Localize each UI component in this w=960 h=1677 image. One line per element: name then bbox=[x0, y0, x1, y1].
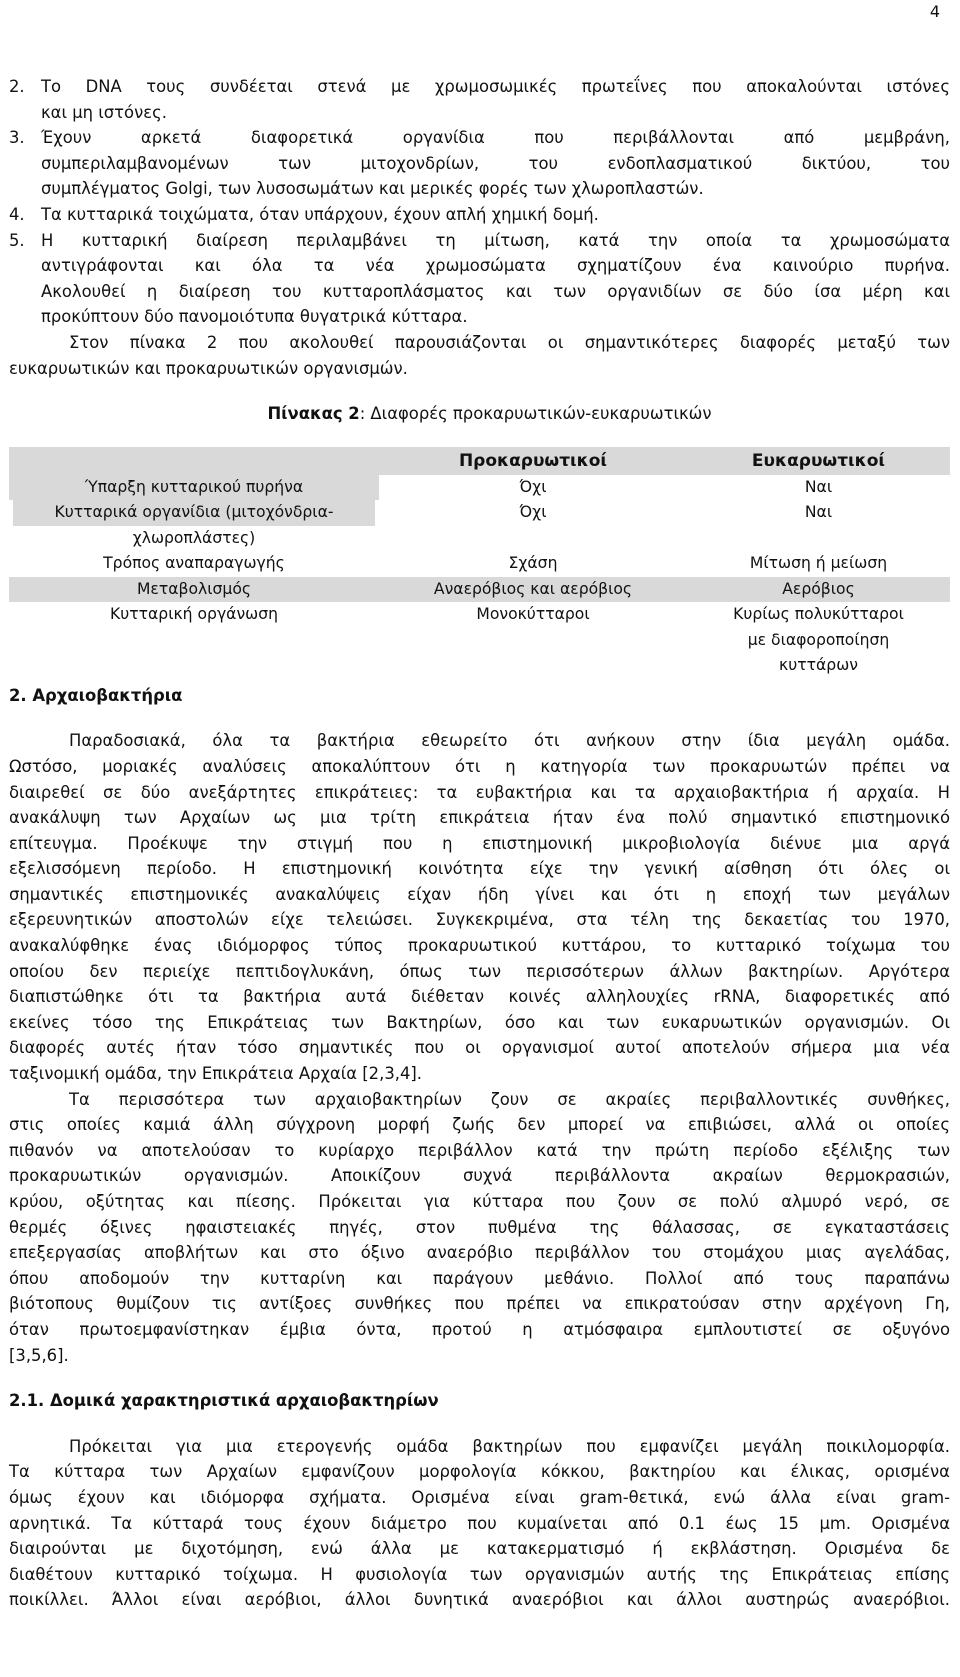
table-cell-feature: Κυτταρική οργάνωση bbox=[110, 605, 278, 624]
table-row bbox=[9, 551, 950, 577]
paragraph-line: Τα περισσότερα των αρχαιοβακτηρίων ζουν σε ακραίες περιβαλλοντικές συνθήκες, bbox=[69, 1089, 950, 1109]
table-cell-feature: Ύπαρξη κυτταρικού πυρήνα bbox=[9, 475, 379, 501]
table-cell-euk: Ναι bbox=[804, 477, 833, 496]
list-text-line: Ακολουθεί η διαίρεση του κυτταροπλάσματος και των οργανιδίων σε δύο ίσα μέρη και bbox=[41, 281, 950, 301]
comparison-table bbox=[9, 447, 950, 679]
paragraph-line: ταξινομική ομάδα, την Επικράτεια Αρχαία [2,3,4]. bbox=[9, 1064, 422, 1084]
paragraph-line: επίτευγμα. Προέκυψε την στιγμή που η επιστημονική μικροβιολογία διένυε μια αργά bbox=[9, 833, 950, 853]
paragraph-line: βιότοπους θυμίζουν τις αντίξοες συνθήκες που πρέπει να επικρατούσαν στην αρχέγονη Γη, bbox=[9, 1294, 950, 1314]
paragraph-line: διαιρεθεί σε δύο ανεξάρτητες επικράτειες: τα ευβακτήρια και τα αρχαιοβακτήρια ή αρχαία. Η bbox=[9, 782, 950, 802]
table-cell-prok: Όχι bbox=[519, 477, 547, 496]
table-cell-euk-line: Κυρίως πολυκύτταροι bbox=[733, 605, 904, 624]
table-header-row bbox=[9, 447, 950, 475]
table-cell-prok: Αναερόβιος και αερόβιος bbox=[379, 577, 687, 603]
paragraph-line: οποίου δεν περιείχε πεπτιδογλυκάνη, όπως των περισσότερων άλλων βακτηρίων. Αργότερα bbox=[9, 961, 950, 981]
table-cell-euk: Μίτωση ή μείωση bbox=[749, 554, 888, 573]
list-number: 4. bbox=[9, 204, 25, 224]
list-text-line: προκύπτουν δύο πανομοιότυπα θυγατρικά κύτταρα. bbox=[41, 307, 468, 327]
paragraph-line: αρνητικά. Τα κύτταρά τους έχουν διάμετρο που κυμαίνεται από 0.1 έως 15 μm. Ορισμένα bbox=[9, 1513, 950, 1533]
section2-paragraph-1 bbox=[9, 728, 950, 1086]
table-cell-feature-line: Κυτταρικά οργανίδια (μιτοχόνδρια- bbox=[13, 500, 375, 526]
table-cell-euk: Αερόβιος bbox=[687, 577, 950, 603]
paragraph-line: σημαντικές επιστημονικές ανακαλύψεις είχαν ήδη γίνει και ότι η εποχή των μεγάλων bbox=[9, 884, 950, 904]
list-text-line: Έχουν αρκετά διαφορετικά οργανίδια που περιβάλλονται από μεμβράνη, bbox=[41, 128, 950, 148]
paragraph-line: εξερευνητικών αποστολών είχε τελειώσει. Συγκεκριμένα, στα τέλη της δεκαετίας του 1970, bbox=[9, 910, 950, 930]
paragraph-line: διαιρούνται με διχοτόμηση, ενώ άλλα με κατακερματισμό ή εκβλάστηση. Ορισμένα δε bbox=[9, 1539, 950, 1559]
paragraph-line: προκαρυωτικών οργανισμών. Αποικίζουν συχνά περιβάλλοντα ακραίων θερμοκρασιών, bbox=[9, 1166, 950, 1186]
table-row bbox=[9, 577, 950, 603]
list-text-line: Το DNA τους συνδέεται στενά με χρωμοσωμικές πρωτεΐνες που αποκαλούνται ιστόνες bbox=[41, 77, 950, 96]
paragraph-line: όταν πρωτοεμφανίστηκαν έμβια όντα, προτού η ατμόσφαιρα εμπλουτιστεί σε οξυγόνο bbox=[9, 1319, 950, 1339]
page-number: 4 bbox=[929, 2, 940, 21]
section-heading-structure: 2.1. Δομικά χαρακτηριστικά αρχαιοβακτηρίων bbox=[9, 1391, 439, 1411]
paragraph-line: επεξεργασίας αποβλήτων και στο όξινο αναερόβιο περιβάλλον του στομάχου μιας αγελάδας, bbox=[9, 1243, 950, 1263]
table-row bbox=[9, 602, 950, 679]
paragraph-line: Ωστόσο, μοριακές αναλύσεις αποκαλύπτουν ότι η κατηγορία των προκαρυωτών πρέπει να bbox=[9, 756, 950, 776]
list-item-2 bbox=[9, 74, 950, 125]
list-item-5 bbox=[9, 228, 950, 330]
paragraph-line: πιθανόν να αποτελούσαν το κυρίαρχο περιβάλλον κατά την πρώτη περίοδο εξέλιξης των bbox=[9, 1140, 950, 1160]
table-header-cell bbox=[9, 447, 379, 475]
list-text-line: αντιγράφονται και όλα τα νέα χρωμοσώματα σχηματίζουν ένα καινούριο πυρήνα. bbox=[41, 256, 950, 276]
paragraph-line: διαφορές αυτές ήταν τόσο σημαντικές που οι οργανισμοί αυτοί αποτελούν σήμερα μια νέα bbox=[9, 1038, 950, 1058]
table-cell-euk: Ναι bbox=[804, 503, 833, 522]
intro-paragraph bbox=[9, 330, 950, 381]
paragraph-line: Παραδοσιακά, όλα τα βακτήρια εθεωρείτο ότι ανήκουν στην ίδια μεγάλη ομάδα. bbox=[69, 731, 950, 751]
table-cell-euk bbox=[687, 602, 950, 679]
table-caption-label: Πίνακας 2 bbox=[267, 404, 360, 424]
paragraph-line: εξελισσόμενη περίοδο. Η επιστημονική κοινότητα είχε την γενική αίσθηση ότι όλες οι bbox=[9, 859, 950, 879]
table-cell-feature: Τρόπος αναπαραγωγής bbox=[103, 554, 285, 573]
paragraph-line: θερμές όξινες ηφαιστειακές πηγές, στον πυθμένα της θάλασσας, σε εγκαταστάσεις bbox=[9, 1217, 950, 1237]
section21-paragraph-1 bbox=[9, 1434, 950, 1613]
paragraph-line: όμως έχουν και ιδιόμορφα σχήματα. Ορισμένα είναι gram-θετικά, ενώ άλλα είναι gram- bbox=[9, 1487, 950, 1507]
list-text-line: και μη ιστόνες. bbox=[41, 102, 167, 122]
table-row bbox=[9, 500, 950, 551]
table-cell-prok: Όχι bbox=[519, 503, 547, 522]
paragraph-line: ανακάλυψη των Αρχαίων ως μια τρίτη επικράτεια ήταν ένα πολύ σημαντικό επιστημονικό bbox=[9, 808, 950, 828]
list-item-3 bbox=[9, 125, 950, 202]
paragraph-line: ανακαλύφθηκε ένας ιδιόμορφος τύπος προκαρυωτικού κυττάρου, το κυτταρικό τοίχωμα του bbox=[9, 936, 950, 956]
paragraph-line: Στον πίνακα 2 που ακολουθεί παρουσιάζονται οι σημαντικότερες διαφορές μεταξύ των bbox=[69, 332, 950, 352]
list-number: 2. bbox=[9, 77, 25, 96]
list-text-line: συμπλέγματος Golgi, των λυσοσωμάτων και μερικές φορές των χλωροπλαστών. bbox=[41, 179, 704, 199]
table-row bbox=[9, 475, 950, 501]
table-header-prokaryotes: Προκαρυωτικοί bbox=[379, 447, 687, 475]
table-header-eukaryotes: Ευκαρυωτικοί bbox=[687, 447, 950, 475]
paragraph-line: στις οποίες καμιά άλλη σύγχρονη μορφή ζωής δεν μπορεί να επιβιώσει, αλλά οι οποίες bbox=[9, 1115, 950, 1135]
list-item-4 bbox=[9, 202, 950, 228]
table-cell-euk-line: κυττάρων bbox=[779, 656, 858, 675]
table-cell-feature bbox=[9, 500, 379, 551]
list-number: 3. bbox=[9, 128, 25, 148]
paragraph-line: ποικίλλει. Άλλοι είναι αερόβιοι, άλλοι δυνητικά αναερόβιοι και άλλοι αυστηρώς αναερόβιοι. bbox=[9, 1590, 950, 1610]
paragraph-line: [3,5,6]. bbox=[9, 1345, 69, 1365]
paragraph-line: Πρόκειται για μια ετερογενής ομάδα βακτηρίων που εμφανίζει μεγάλη ποικιλομορφία. bbox=[69, 1436, 950, 1456]
paragraph-line: εκείνες τόσο της Επικράτειας των Βακτηρίων, όσο και των ευκαρυωτικών οργανισμών. Οι bbox=[9, 1012, 950, 1032]
section2-paragraph-2 bbox=[9, 1087, 950, 1369]
page-content bbox=[9, 74, 950, 1613]
table-caption bbox=[29, 401, 950, 427]
list-text-line: συμπεριλαμβανομένων των μιτοχονδρίων, του ενδοπλασματικού δικτύου, του bbox=[41, 153, 950, 173]
table-caption-text: : Διαφορές προκαρυωτικών-ευκαρυωτικών bbox=[359, 404, 712, 424]
section-heading-archaea: 2. Αρχαιοβακτήρια bbox=[9, 685, 183, 705]
paragraph-line: διαπιστώθηκε ότι τα βακτήρια αυτά διέθεταν κοινές αλληλουχίες rRNA, διαφορετικές από bbox=[9, 987, 950, 1007]
paragraph-line: διαθέτουν κυτταρικό τοίχωμα. Η φυσιολογία των οργανισμών αυτής της Επικράτειας επίσης bbox=[9, 1564, 950, 1584]
table-cell-prok: Μονοκύτταροι bbox=[476, 605, 590, 624]
paragraph-line: ευκαρυωτικών και προκαρυωτικών οργανισμών. bbox=[9, 358, 408, 378]
list-text-line: Τα κυτταρικά τοιχώματα, όταν υπάρχουν, έχουν απλή χημική δομή. bbox=[41, 204, 599, 224]
table-cell-euk-line: με διαφοροποίηση bbox=[747, 630, 890, 649]
table-cell-feature: Μεταβολισμός bbox=[9, 577, 379, 603]
table-cell-prok: Σχάση bbox=[508, 554, 558, 573]
paragraph-line: Τα κύτταρα των Αρχαίων εμφανίζουν μορφολογία κόκκου, βακτηρίου και έλικας, ορισμένα bbox=[9, 1462, 950, 1482]
list-text-line: Η κυτταρική διαίρεση περιλαμβάνει τη μίτωση, κατά την οποία τα χρωμοσώματα bbox=[41, 230, 950, 250]
list-number: 5. bbox=[9, 230, 25, 250]
table-cell-feature-line: χλωροπλάστες) bbox=[132, 528, 256, 547]
paragraph-line: όπου αποδομούν την κυτταρίνη και παράγουν μεθάνιο. Πολλοί από τους παραπάνω bbox=[9, 1268, 950, 1288]
paragraph-line: κρύου, οξύτητας και πίεσης. Πρόκειται για κύτταρα που ζουν σε πολύ αλμυρό νερό, σε bbox=[9, 1192, 950, 1211]
